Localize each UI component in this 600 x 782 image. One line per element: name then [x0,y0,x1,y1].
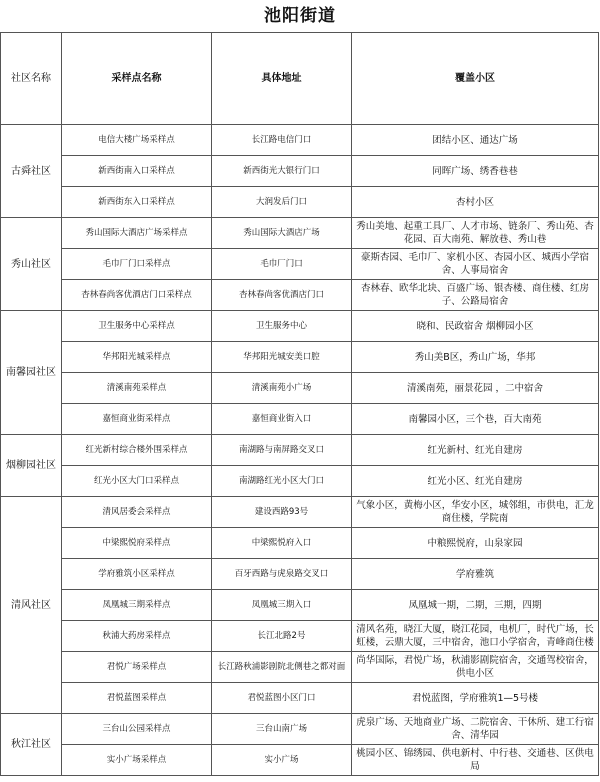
site-cell: 清溪南苑采样点 [62,373,212,404]
addr-cell: 三台山南广场 [212,714,352,745]
table-row [1,528,599,559]
table-header-row [1,33,599,125]
header-address: 具体地址 [212,33,352,125]
coverage-cell: 杏林春、欧华北块、百盛广场、银杏楼、商住楼、红房子、公路局宿舍 [352,280,599,311]
coverage-cell: 尚华国际，君悦广场，秋浦影剧院宿舍，交通驾校宿舍，供电小区 [352,652,599,683]
addr-cell: 长江北路2号 [212,621,352,652]
table-row [1,497,599,528]
site-cell: 三台山公园采样点 [62,714,212,745]
table-row [1,745,599,776]
table-row [1,714,599,745]
header-coverage: 覆盖小区 [352,33,599,125]
addr-cell: 百牙西路与虎泉路交叉口 [212,559,352,590]
site-cell: 卫生服务中心采样点 [62,311,212,342]
site-cell: 杏林春尚客优酒店门口采样点 [62,280,212,311]
coverage-cell: 学府雅筑 [352,559,599,590]
table-body [1,125,599,776]
site-cell: 中梁熙悦府采样点 [62,528,212,559]
site-cell: 电信大楼广场采样点 [62,125,212,156]
addr-cell: 秀山国际大酒店广场 [212,218,352,249]
addr-cell: 长江路秋浦影剧院北侧巷之都对面 [212,652,352,683]
table-row [1,280,599,311]
addr-cell: 建设西路93号 [212,497,352,528]
coverage-cell: 虎泉广场、天地商业广场、二院宿舍、干休所、建工行宿舍、清华园 [352,714,599,745]
header-community: 社区名称 [1,33,62,125]
community-cell: 清风社区 [1,497,62,714]
site-cell: 实小广场采样点 [62,745,212,776]
table-row [1,311,599,342]
table-row [1,590,599,621]
site-cell: 学府雅筑小区采样点 [62,559,212,590]
site-cell: 红光小区大门口采样点 [62,466,212,497]
coverage-cell: 君悦蓝图，学府雅筑1—5号楼 [352,683,599,714]
table-row [1,125,599,156]
addr-cell: 大润发后门口 [212,187,352,218]
site-cell: 凤凰城三期采样点 [62,590,212,621]
coverage-cell: 桃园小区、锦绣园、供电新村、中行巷、交通巷、区供电局 [352,745,599,776]
addr-cell: 卫生服务中心 [212,311,352,342]
table-row [1,652,599,683]
coverage-cell: 秀山美地、起重工具厂、人才市场、链条厂、秀山苑、杏花园、百大南苑、解放巷、秀山巷 [352,218,599,249]
site-cell: 毛巾厂门口采样点 [62,249,212,280]
addr-cell: 华邦阳光城安美口腔 [212,342,352,373]
site-cell: 君悦蓝图采样点 [62,683,212,714]
community-cell: 古舜社区 [1,125,62,218]
site-cell: 秀山国际大酒店广场采样点 [62,218,212,249]
coverage-cell: 团结小区、通达广场 [352,125,599,156]
site-cell: 清风居委会采样点 [62,497,212,528]
addr-cell: 长江路电信门口 [212,125,352,156]
addr-cell: 杏林春尚客优酒店门口 [212,280,352,311]
table-row [1,187,599,218]
addr-cell: 实小广场 [212,745,352,776]
coverage-cell: 清溪南苑，丽景花园 ，二中宿舍 [352,373,599,404]
community-cell: 秋江社区 [1,714,62,776]
addr-cell: 中梁熙悦府入口 [212,528,352,559]
addr-cell: 新西街光大银行门口 [212,156,352,187]
coverage-cell: 晓和、民政宿舍 烟柳园小区 [352,311,599,342]
addr-cell: 清溪南苑小广场 [212,373,352,404]
coverage-cell: 南馨园小区，三个巷，百大南苑 [352,404,599,435]
coverage-cell: 红光小区、红光自建房 [352,466,599,497]
coverage-cell: 同晖广场、绣香巷巷 [352,156,599,187]
table-row [1,466,599,497]
site-cell: 嘉恒商业街采样点 [62,404,212,435]
site-cell: 新西街东入口采样点 [62,187,212,218]
community-cell: 南馨园社区 [1,311,62,435]
community-cell: 秀山社区 [1,218,62,311]
sampling-points-table [0,32,599,776]
addr-cell: 南湖路红光小区大门口 [212,466,352,497]
table-row [1,342,599,373]
page-title: 池阳街道 [264,6,336,26]
site-cell: 君悦广场采样点 [62,652,212,683]
addr-cell: 南湖路与南屏路交叉口 [212,435,352,466]
site-cell: 新西街南入口采样点 [62,156,212,187]
community-cell: 烟柳园社区 [1,435,62,497]
coverage-cell: 清风名苑，晓江大厦，晓江花园，电机厂，时代广场，长虹楼，云鼎大厦，三中宿舍，池口小学宿舍，青峰商住楼 [352,621,599,652]
table-row [1,249,599,280]
addr-cell: 毛巾厂门口 [212,249,352,280]
table-row [1,435,599,466]
table-row [1,156,599,187]
coverage-cell: 红光新村、红光自建房 [352,435,599,466]
coverage-cell: 秀山美B区，秀山广场，华邦 [352,342,599,373]
coverage-cell: 杏村小区 [352,187,599,218]
addr-cell: 君悦蓝图小区门口 [212,683,352,714]
header-site: 采样点名称 [62,33,212,125]
coverage-cell: 中粮熙悦府，山泉家园 [352,528,599,559]
coverage-cell: 豪斯杏园、毛巾厂、家机小区、杏园小区、城西小学宿舍、人事局宿舍 [352,249,599,280]
table-row [1,559,599,590]
table-row [1,683,599,714]
coverage-cell: 凤凰城一期，二期，三期，四期 [352,590,599,621]
coverage-cell: 气象小区，黄梅小区，华安小区，城邻组，市供电，汇龙商住楼，学院南 [352,497,599,528]
addr-cell: 凤凰城三期入口 [212,590,352,621]
site-cell: 秋浦大药房采样点 [62,621,212,652]
table-row [1,621,599,652]
table-row [1,218,599,249]
addr-cell: 嘉恒商业街入口 [212,404,352,435]
site-cell: 红光新村综合楼外围采样点 [62,435,212,466]
site-cell: 华邦阳光城采样点 [62,342,212,373]
table-row [1,373,599,404]
table-row [1,404,599,435]
